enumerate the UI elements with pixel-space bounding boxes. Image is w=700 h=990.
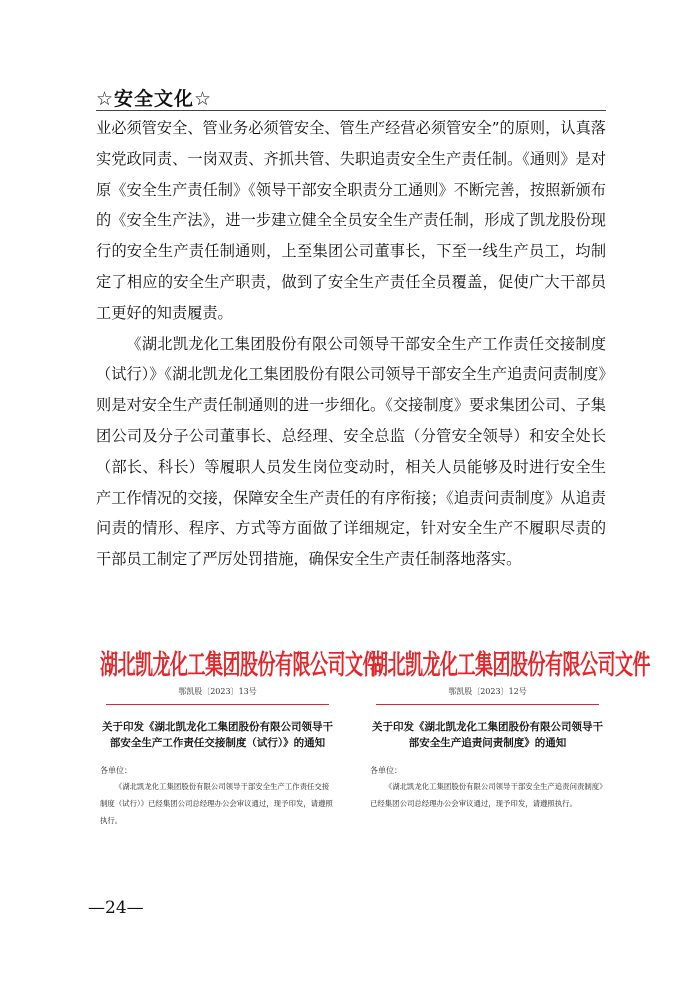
article-paragraph-2: 《湖北凯龙化工集团股份有限公司领导干部安全生产工作责任交接制度（试行）》《湖北凯龙化工集团股份有限公司领导干部安全生产追责问责制度》则是对安全生产责任制通则的进一步细化。《交接制度》要求集团公司、子集团公司及分子公司董事长、总经理、安全总监（分管安全领导）和安全处长（部长、科长）等履职人员发生岗位变动时，相关人员能够及时进行安全生产工作情况的交接，保障安全生产责任的有序衔接；《追责问责制度》从追责问责的情形、程序、方式等方面做了详细规定，针对安全生产不履职尽责的干部员工制定了严厉处罚措施，确保安全生产责任制落地落实。 — [96, 334, 606, 569]
document-heading: 关于印发《湖北凯龙化工集团股份有限公司领导干部安全生产追责问责制度》的通知 — [372, 721, 603, 749]
document-number: 鄂凯股〔2023〕12号 — [448, 687, 527, 696]
document-body: 《湖北凯龙化工集团股份有限公司领导干部安全生产追责问责制度》已经集团公司总经理办公会审议通过，现予印发，请遵照执行。 — [370, 782, 603, 808]
document-body: 《湖北凯龙化工集团股份有限公司领导干部安全生产工作责任交接制度（试行）》已经集团公司总经理办公会审议通过，现予印发，请遵照执行。 — [100, 782, 333, 825]
document-image-left — [100, 640, 380, 829]
document-org-title: 湖北凯龙化工集团股份有限公司文件 — [100, 650, 380, 682]
document-salutation: 各单位： — [370, 766, 402, 775]
document-red-line — [376, 704, 599, 705]
page-number: —24— — [88, 898, 144, 918]
section-header: ☆安全文化☆ — [96, 88, 213, 110]
document-number: 鄂凯股〔2023〕13号 — [178, 687, 257, 696]
header-divider — [96, 110, 606, 111]
document-image-right — [370, 640, 650, 812]
document-red-line — [106, 704, 329, 705]
article-body — [96, 113, 606, 575]
article-paragraph-1: 业必须管安全、管业务必须管安全、管生产经营必须管安全”的原则，认真落实党政同责、一岗双责、齐抓共管、失职追责安全生产责任制。《通则》是对原《安全生产责任制》《领导干部安全职责分工通则》不断完善，按照新颁布的《安全生产法》，进一步建立健全全员安全生产责任制，形成了凯龙股份现行的安全生产责任制通则，上至集团公司董事长，下至一线生产员工，均制定了相应的安全生产职责，做到了安全生产责任全员覆盖，促使广大干部员工更好的知责履责。 — [96, 119, 606, 322]
document-heading: 关于印发《湖北凯龙化工集团股份有限公司领导干部安全生产工作责任交接制度（试行）》的通知 — [102, 721, 333, 749]
document-org-title: 湖北凯龙化工集团股份有限公司文件 — [370, 650, 650, 682]
document-salutation: 各单位： — [100, 766, 132, 775]
